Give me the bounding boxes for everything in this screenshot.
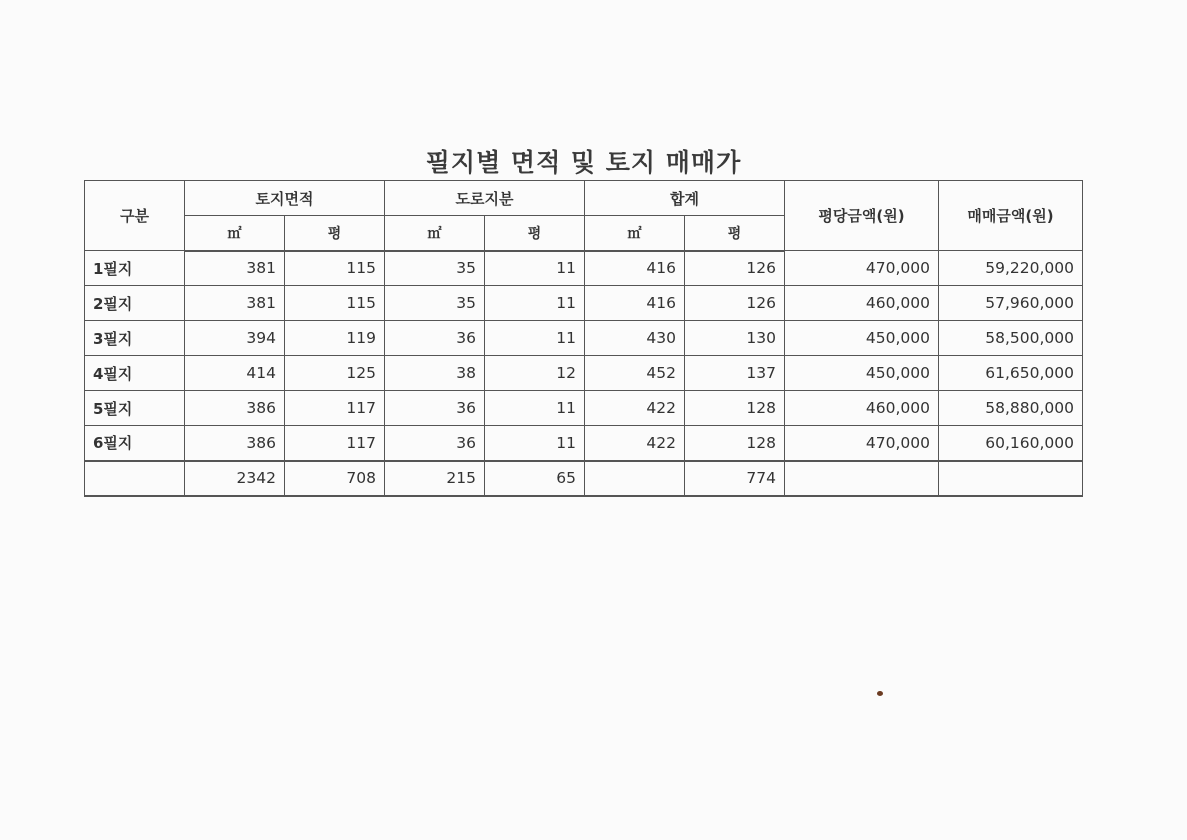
table-row: [85, 251, 1083, 286]
header-sale-price: 매매금액(원): [939, 181, 1083, 251]
road-sqm-cell: 36: [385, 321, 485, 356]
sale-price-cell: 61,650,000: [939, 356, 1083, 391]
total-pyeong-cell: 137: [685, 356, 785, 391]
subheader-road-pyeong: 평: [485, 216, 585, 251]
land-sqm-cell: 386: [185, 391, 285, 426]
totals-unit-price: [785, 461, 939, 496]
header-unit-price: 평당금액(원): [785, 181, 939, 251]
header-total: 합계: [585, 181, 785, 216]
subheader-total-sqm: ㎡: [585, 216, 685, 251]
totals-land-pyeong: 708: [285, 461, 385, 496]
total-pyeong-cell: 130: [685, 321, 785, 356]
parcel-label: 5필지: [85, 391, 185, 426]
total-pyeong-cell: 126: [685, 286, 785, 321]
land-sqm-cell: 386: [185, 426, 285, 461]
total-pyeong-cell: 126: [685, 251, 785, 286]
parcel-label: 3필지: [85, 321, 185, 356]
parcel-price-table: [84, 180, 1083, 497]
sale-price-cell: 58,880,000: [939, 391, 1083, 426]
sale-price-cell: 59,220,000: [939, 251, 1083, 286]
header-category: 구분: [85, 181, 185, 251]
table-row: [85, 391, 1083, 426]
totals-total-sqm: [585, 461, 685, 496]
totals-road-sqm: 215: [385, 461, 485, 496]
land-sqm-cell: 381: [185, 251, 285, 286]
parcel-label: 4필지: [85, 356, 185, 391]
page-title: 필지별 면적 및 토지 매매가: [425, 148, 742, 177]
land-pyeong-cell: 115: [285, 286, 385, 321]
totals-land-sqm: 2342: [185, 461, 285, 496]
total-sqm-cell: 452: [585, 356, 685, 391]
total-sqm-cell: 422: [585, 426, 685, 461]
total-sqm-cell: 422: [585, 391, 685, 426]
total-pyeong-cell: 128: [685, 426, 785, 461]
road-pyeong-cell: 11: [485, 251, 585, 286]
sale-price-cell: 60,160,000: [939, 426, 1083, 461]
road-sqm-cell: 36: [385, 426, 485, 461]
sale-price-cell: 58,500,000: [939, 321, 1083, 356]
land-pyeong-cell: 117: [285, 391, 385, 426]
subheader-land-sqm: ㎡: [185, 216, 285, 251]
land-sqm-cell: 381: [185, 286, 285, 321]
unit-price-cell: 450,000: [785, 356, 939, 391]
road-sqm-cell: 35: [385, 251, 485, 286]
scan-speck: [877, 691, 883, 696]
totals-total-pyeong: 774: [685, 461, 785, 496]
road-pyeong-cell: 11: [485, 391, 585, 426]
header-land-area: 토지면적: [185, 181, 385, 216]
road-pyeong-cell: 11: [485, 286, 585, 321]
road-sqm-cell: 36: [385, 391, 485, 426]
parcel-label: 6필지: [85, 426, 185, 461]
totals-road-pyeong: 65: [485, 461, 585, 496]
totals-label: [85, 461, 185, 496]
subheader-road-sqm: ㎡: [385, 216, 485, 251]
land-pyeong-cell: 119: [285, 321, 385, 356]
parcel-label: 1필지: [85, 251, 185, 286]
unit-price-cell: 460,000: [785, 286, 939, 321]
road-sqm-cell: 38: [385, 356, 485, 391]
sale-price-cell: 57,960,000: [939, 286, 1083, 321]
totals-sale-price: [939, 461, 1083, 496]
unit-price-cell: 470,000: [785, 426, 939, 461]
totals-row: [85, 461, 1083, 496]
parcel-label: 2필지: [85, 286, 185, 321]
road-pyeong-cell: 11: [485, 426, 585, 461]
land-sqm-cell: 394: [185, 321, 285, 356]
land-sqm-cell: 414: [185, 356, 285, 391]
total-sqm-cell: 416: [585, 286, 685, 321]
land-pyeong-cell: 115: [285, 251, 385, 286]
land-pyeong-cell: 125: [285, 356, 385, 391]
unit-price-cell: 450,000: [785, 321, 939, 356]
total-sqm-cell: 430: [585, 321, 685, 356]
total-pyeong-cell: 128: [685, 391, 785, 426]
road-sqm-cell: 35: [385, 286, 485, 321]
unit-price-cell: 470,000: [785, 251, 939, 286]
table-row: [85, 286, 1083, 321]
subheader-total-pyeong: 평: [685, 216, 785, 251]
unit-price-cell: 460,000: [785, 391, 939, 426]
table-row: [85, 426, 1083, 461]
road-pyeong-cell: 11: [485, 321, 585, 356]
subheader-land-pyeong: 평: [285, 216, 385, 251]
table-row: [85, 321, 1083, 356]
total-sqm-cell: 416: [585, 251, 685, 286]
table-row: [85, 356, 1083, 391]
road-pyeong-cell: 12: [485, 356, 585, 391]
land-pyeong-cell: 117: [285, 426, 385, 461]
header-road-share: 도로지분: [385, 181, 585, 216]
header-row: [85, 181, 1083, 216]
